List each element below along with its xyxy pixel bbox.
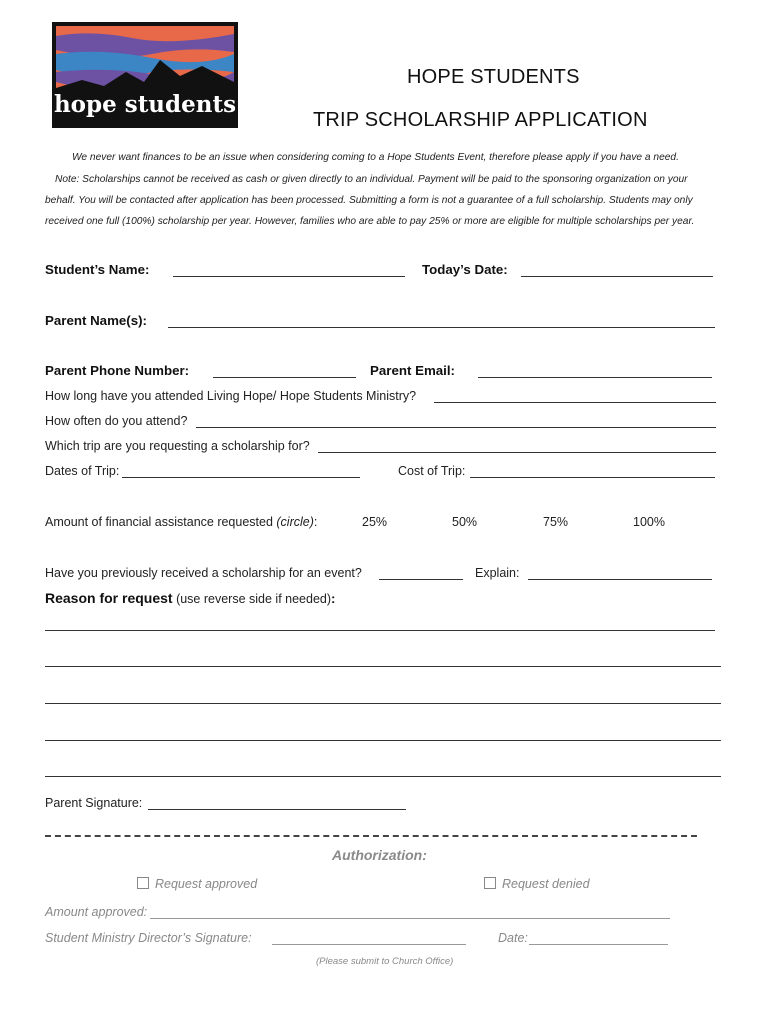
intro-line-4: received one full (100%) scholarship per year. However, families who are able to pay 25% or more are eligible for multiple scholarships per year. [45, 216, 695, 227]
amount-approved-label: Amount approved: [45, 905, 148, 919]
assistance-label-text: Amount of financial assistance requested [45, 515, 277, 529]
title-line-1: HOPE STUDENTS [407, 66, 580, 88]
previous-scholarship-label: Have you previously received a scholarship for an event? [45, 566, 362, 580]
todays-date-label: Today’s Date: [422, 262, 508, 277]
parent-email-label: Parent Email: [370, 363, 455, 378]
attended-how-long-label: How long have you attended Living Hope/ Hope Students Ministry? [45, 389, 417, 403]
reason-label [45, 590, 335, 608]
student-name-label: Student’s Name: [45, 262, 150, 277]
reason-bold: Reason for request [45, 590, 173, 606]
parent-phone-field[interactable] [213, 377, 356, 378]
parent-email-field[interactable] [478, 377, 712, 378]
previous-scholarship-field[interactable] [379, 579, 463, 580]
reason-note: (use reverse side if needed) [172, 592, 332, 606]
authorization-title: Authorization: [332, 847, 427, 863]
trip-dates-label: Dates of Trip: [45, 464, 120, 478]
director-signature-label: Student Ministry Director’s Signature: [45, 931, 252, 945]
request-approved-checkbox[interactable] [137, 877, 149, 889]
parent-names-label: Parent Name(s): [45, 313, 147, 328]
attend-how-often-field[interactable] [196, 427, 716, 428]
reason-line-5[interactable] [45, 776, 721, 777]
reason-line-3[interactable] [45, 703, 721, 704]
authorization-date-label: Date: [498, 931, 528, 945]
request-denied-checkbox[interactable] [484, 877, 496, 889]
trip-cost-label: Cost of Trip: [398, 464, 466, 478]
request-approved-option[interactable] [137, 877, 257, 891]
attended-how-long-field[interactable] [434, 402, 716, 403]
authorization-date-field[interactable] [529, 944, 668, 945]
trip-dates-field[interactable] [122, 477, 360, 478]
request-approved-label: Request approved [155, 877, 258, 891]
student-name-field[interactable] [173, 276, 405, 277]
request-denied-label: Request denied [502, 877, 590, 891]
trip-cost-field[interactable] [470, 477, 715, 478]
logo-text: hope students [53, 91, 237, 118]
attend-how-often-label: How often do you attend? [45, 414, 188, 428]
which-trip-label: Which trip are you requesting a scholarship for? [45, 439, 310, 453]
assistance-colon: : [313, 515, 318, 529]
intro-line-3: behalf. You will be contacted after application has been processed. Submitting a form is not a guarantee of a full scholarship. Students may only [45, 195, 693, 206]
explain-field[interactable] [528, 579, 712, 580]
cut-line [45, 835, 697, 837]
which-trip-field[interactable] [318, 452, 716, 453]
reason-line-1[interactable] [45, 630, 715, 631]
parent-signature-label: Parent Signature: [45, 796, 143, 810]
assistance-option-25[interactable]: 25% [362, 515, 388, 529]
assistance-circle-note: (circle) [276, 515, 314, 529]
explain-label: Explain: [475, 566, 520, 580]
assistance-option-100[interactable]: 100% [633, 515, 665, 529]
reason-colon: : [331, 591, 336, 606]
hope-students-logo [52, 22, 238, 128]
request-denied-option[interactable] [484, 877, 590, 891]
todays-date-field[interactable] [521, 276, 713, 277]
assistance-option-75[interactable]: 75% [543, 515, 569, 529]
submit-footer-note: (Please submit to Church Office) [316, 956, 454, 967]
director-signature-field[interactable] [272, 944, 466, 945]
intro-line-1: We never want finances to be an issue when considering coming to a Hope Students Event, therefore please apply if you have a need. [72, 152, 679, 163]
parent-phone-label: Parent Phone Number: [45, 363, 190, 378]
intro-line-2: Note: Scholarships cannot be received as cash or given directly to an individual. Payment will be paid to the sponsoring organization on your [55, 174, 688, 185]
reason-line-2[interactable] [45, 666, 721, 667]
parent-names-field[interactable] [168, 327, 715, 328]
assistance-label [45, 515, 317, 529]
title-line-2: TRIP SCHOLARSHIP APPLICATION [313, 109, 648, 131]
reason-line-4[interactable] [45, 740, 721, 741]
parent-signature-field[interactable] [148, 809, 406, 810]
assistance-option-50[interactable]: 50% [452, 515, 478, 529]
amount-approved-field[interactable] [150, 918, 670, 919]
